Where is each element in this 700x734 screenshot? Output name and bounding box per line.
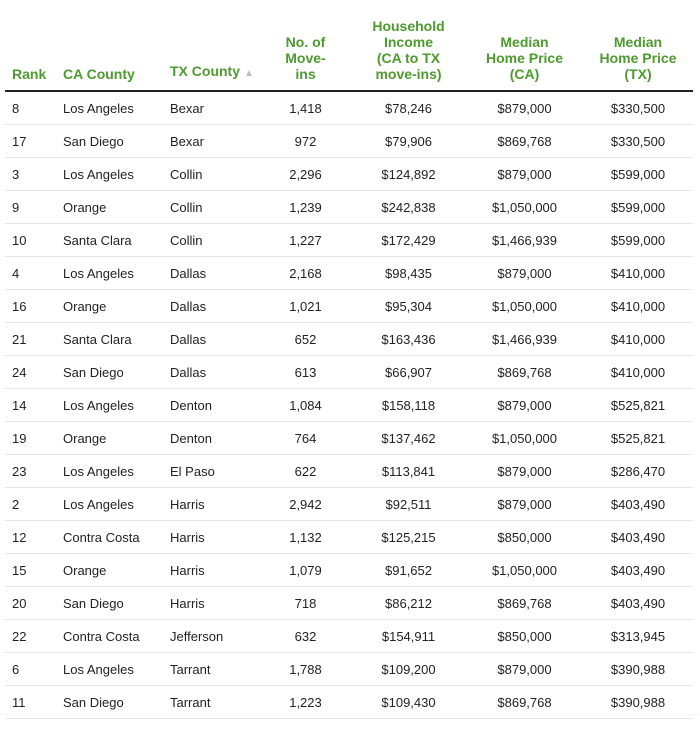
header-ca-county[interactable]: CA County xyxy=(63,66,135,82)
cell-median-home-price-ca: $850,000 xyxy=(466,521,583,554)
cell-ca-county: San Diego xyxy=(63,686,170,719)
cell-rank: 17 xyxy=(5,125,63,158)
table-row xyxy=(5,488,693,521)
table-row xyxy=(5,125,693,158)
table-row xyxy=(5,158,693,191)
header-rank[interactable]: Rank xyxy=(12,66,47,82)
header-row xyxy=(5,18,693,91)
cell-household-income: $95,304 xyxy=(351,290,466,323)
cell-ca-county: Orange xyxy=(63,554,170,587)
cell-ca-county: Santa Clara xyxy=(63,224,170,257)
cell-tx-county: Harris xyxy=(170,554,260,587)
table-row xyxy=(5,521,693,554)
cell-ca-county: Los Angeles xyxy=(63,455,170,488)
table-row xyxy=(5,455,693,488)
table-row xyxy=(5,323,693,356)
table-row xyxy=(5,389,693,422)
cell-median-home-price-ca: $879,000 xyxy=(466,158,583,191)
cell-tx-county: Harris xyxy=(170,587,260,620)
cell-rank: 19 xyxy=(5,422,63,455)
cell-median-home-price-ca: $879,000 xyxy=(466,257,583,290)
cell-household-income: $109,430 xyxy=(351,686,466,719)
cell-rank: 8 xyxy=(5,91,63,125)
cell-tx-county: Collin xyxy=(170,224,260,257)
cell-median-home-price-ca: $1,050,000 xyxy=(466,422,583,455)
cell-move-ins: 2,296 xyxy=(260,158,351,191)
cell-household-income: $66,907 xyxy=(351,356,466,389)
cell-move-ins: 1,132 xyxy=(260,521,351,554)
cell-move-ins: 1,227 xyxy=(260,224,351,257)
cell-tx-county: Dallas xyxy=(170,257,260,290)
cell-ca-county: Los Angeles xyxy=(63,488,170,521)
cell-rank: 4 xyxy=(5,257,63,290)
cell-tx-county: Dallas xyxy=(170,323,260,356)
cell-household-income: $158,118 xyxy=(351,389,466,422)
cell-rank: 22 xyxy=(5,620,63,653)
cell-move-ins: 613 xyxy=(260,356,351,389)
county-migration-table xyxy=(5,18,693,719)
cell-median-home-price-tx: $330,500 xyxy=(583,125,693,158)
cell-ca-county: Los Angeles xyxy=(63,389,170,422)
table-row xyxy=(5,422,693,455)
cell-tx-county: Dallas xyxy=(170,356,260,389)
cell-median-home-price-tx: $313,945 xyxy=(583,620,693,653)
cell-tx-county: Denton xyxy=(170,389,260,422)
cell-tx-county: Denton xyxy=(170,422,260,455)
cell-move-ins: 718 xyxy=(260,587,351,620)
cell-household-income: $109,200 xyxy=(351,653,466,686)
cell-median-home-price-tx: $403,490 xyxy=(583,488,693,521)
cell-rank: 21 xyxy=(5,323,63,356)
cell-rank: 14 xyxy=(5,389,63,422)
table-body xyxy=(5,91,693,719)
header-median-home-price-ca[interactable]: Median Home Price (CA) xyxy=(485,34,564,82)
cell-median-home-price-tx: $403,490 xyxy=(583,554,693,587)
table-row xyxy=(5,91,693,125)
cell-ca-county: Santa Clara xyxy=(63,323,170,356)
table-row xyxy=(5,653,693,686)
cell-median-home-price-ca: $1,050,000 xyxy=(466,290,583,323)
cell-rank: 2 xyxy=(5,488,63,521)
cell-ca-county: Contra Costa xyxy=(63,620,170,653)
cell-tx-county: Tarrant xyxy=(170,686,260,719)
cell-move-ins: 622 xyxy=(260,455,351,488)
cell-tx-county: Tarrant xyxy=(170,653,260,686)
cell-median-home-price-tx: $525,821 xyxy=(583,389,693,422)
cell-ca-county: Los Angeles xyxy=(63,91,170,125)
cell-rank: 23 xyxy=(5,455,63,488)
cell-median-home-price-tx: $286,470 xyxy=(583,455,693,488)
cell-tx-county: Collin xyxy=(170,158,260,191)
header-move-ins[interactable]: No. of Move- ins xyxy=(285,34,326,82)
cell-move-ins: 1,021 xyxy=(260,290,351,323)
table-row xyxy=(5,191,693,224)
cell-median-home-price-tx: $390,988 xyxy=(583,686,693,719)
cell-household-income: $242,838 xyxy=(351,191,466,224)
cell-ca-county: Orange xyxy=(63,191,170,224)
cell-move-ins: 1,084 xyxy=(260,389,351,422)
cell-tx-county: Collin xyxy=(170,191,260,224)
cell-median-home-price-tx: $599,000 xyxy=(583,158,693,191)
cell-rank: 20 xyxy=(5,587,63,620)
cell-rank: 12 xyxy=(5,521,63,554)
header-tx-county[interactable]: TX County ▲ xyxy=(170,63,254,79)
cell-move-ins: 1,239 xyxy=(260,191,351,224)
cell-household-income: $124,892 xyxy=(351,158,466,191)
header-household-income[interactable]: Household Income (CA to TX move-ins) xyxy=(372,18,445,82)
cell-household-income: $91,652 xyxy=(351,554,466,587)
cell-median-home-price-ca: $869,768 xyxy=(466,356,583,389)
cell-median-home-price-tx: $390,988 xyxy=(583,653,693,686)
cell-median-home-price-tx: $599,000 xyxy=(583,191,693,224)
cell-tx-county: Dallas xyxy=(170,290,260,323)
cell-household-income: $78,246 xyxy=(351,91,466,125)
cell-tx-county: El Paso xyxy=(170,455,260,488)
cell-median-home-price-ca: $879,000 xyxy=(466,653,583,686)
cell-move-ins: 2,168 xyxy=(260,257,351,290)
cell-median-home-price-ca: $869,768 xyxy=(466,686,583,719)
cell-move-ins: 1,223 xyxy=(260,686,351,719)
cell-median-home-price-ca: $1,050,000 xyxy=(466,191,583,224)
sort-ascending-icon[interactable]: ▲ xyxy=(244,68,254,79)
cell-ca-county: Los Angeles xyxy=(63,653,170,686)
cell-median-home-price-tx: $410,000 xyxy=(583,356,693,389)
cell-household-income: $92,511 xyxy=(351,488,466,521)
cell-ca-county: Contra Costa xyxy=(63,521,170,554)
cell-tx-county: Bexar xyxy=(170,91,260,125)
cell-household-income: $79,906 xyxy=(351,125,466,158)
cell-rank: 6 xyxy=(5,653,63,686)
cell-move-ins: 972 xyxy=(260,125,351,158)
cell-median-home-price-ca: $850,000 xyxy=(466,620,583,653)
cell-tx-county: Bexar xyxy=(170,125,260,158)
cell-household-income: $125,215 xyxy=(351,521,466,554)
cell-rank: 10 xyxy=(5,224,63,257)
cell-median-home-price-ca: $1,466,939 xyxy=(466,323,583,356)
table-row xyxy=(5,587,693,620)
cell-median-home-price-ca: $869,768 xyxy=(466,125,583,158)
cell-median-home-price-ca: $1,050,000 xyxy=(466,554,583,587)
cell-median-home-price-ca: $1,466,939 xyxy=(466,224,583,257)
cell-median-home-price-tx: $410,000 xyxy=(583,290,693,323)
cell-rank: 3 xyxy=(5,158,63,191)
cell-tx-county: Harris xyxy=(170,488,260,521)
cell-median-home-price-tx: $403,490 xyxy=(583,521,693,554)
cell-rank: 16 xyxy=(5,290,63,323)
cell-ca-county: San Diego xyxy=(63,587,170,620)
table-row xyxy=(5,224,693,257)
table-row xyxy=(5,290,693,323)
cell-household-income: $163,436 xyxy=(351,323,466,356)
table-row xyxy=(5,554,693,587)
cell-median-home-price-tx: $330,500 xyxy=(583,91,693,125)
cell-move-ins: 1,418 xyxy=(260,91,351,125)
cell-move-ins: 764 xyxy=(260,422,351,455)
cell-median-home-price-ca: $869,768 xyxy=(466,587,583,620)
cell-median-home-price-tx: $410,000 xyxy=(583,257,693,290)
header-median-home-price-tx[interactable]: Median Home Price (TX) xyxy=(599,34,677,82)
cell-ca-county: San Diego xyxy=(63,356,170,389)
cell-median-home-price-ca: $879,000 xyxy=(466,455,583,488)
cell-household-income: $172,429 xyxy=(351,224,466,257)
cell-move-ins: 1,079 xyxy=(260,554,351,587)
cell-household-income: $98,435 xyxy=(351,257,466,290)
cell-rank: 9 xyxy=(5,191,63,224)
table-row xyxy=(5,257,693,290)
cell-median-home-price-tx: $599,000 xyxy=(583,224,693,257)
cell-ca-county: San Diego xyxy=(63,125,170,158)
cell-ca-county: Los Angeles xyxy=(63,257,170,290)
cell-ca-county: Los Angeles xyxy=(63,158,170,191)
cell-ca-county: Orange xyxy=(63,290,170,323)
cell-household-income: $154,911 xyxy=(351,620,466,653)
cell-rank: 11 xyxy=(5,686,63,719)
cell-tx-county: Jefferson xyxy=(170,620,260,653)
cell-median-home-price-tx: $403,490 xyxy=(583,587,693,620)
table-row xyxy=(5,356,693,389)
cell-median-home-price-ca: $879,000 xyxy=(466,488,583,521)
cell-median-home-price-tx: $410,000 xyxy=(583,323,693,356)
cell-rank: 15 xyxy=(5,554,63,587)
table-row xyxy=(5,620,693,653)
cell-median-home-price-tx: $525,821 xyxy=(583,422,693,455)
cell-move-ins: 1,788 xyxy=(260,653,351,686)
cell-tx-county: Harris xyxy=(170,521,260,554)
cell-household-income: $113,841 xyxy=(351,455,466,488)
cell-household-income: $137,462 xyxy=(351,422,466,455)
cell-household-income: $86,212 xyxy=(351,587,466,620)
cell-move-ins: 652 xyxy=(260,323,351,356)
cell-rank: 24 xyxy=(5,356,63,389)
cell-median-home-price-ca: $879,000 xyxy=(466,91,583,125)
cell-ca-county: Orange xyxy=(63,422,170,455)
cell-move-ins: 632 xyxy=(260,620,351,653)
cell-median-home-price-ca: $879,000 xyxy=(466,389,583,422)
cell-move-ins: 2,942 xyxy=(260,488,351,521)
